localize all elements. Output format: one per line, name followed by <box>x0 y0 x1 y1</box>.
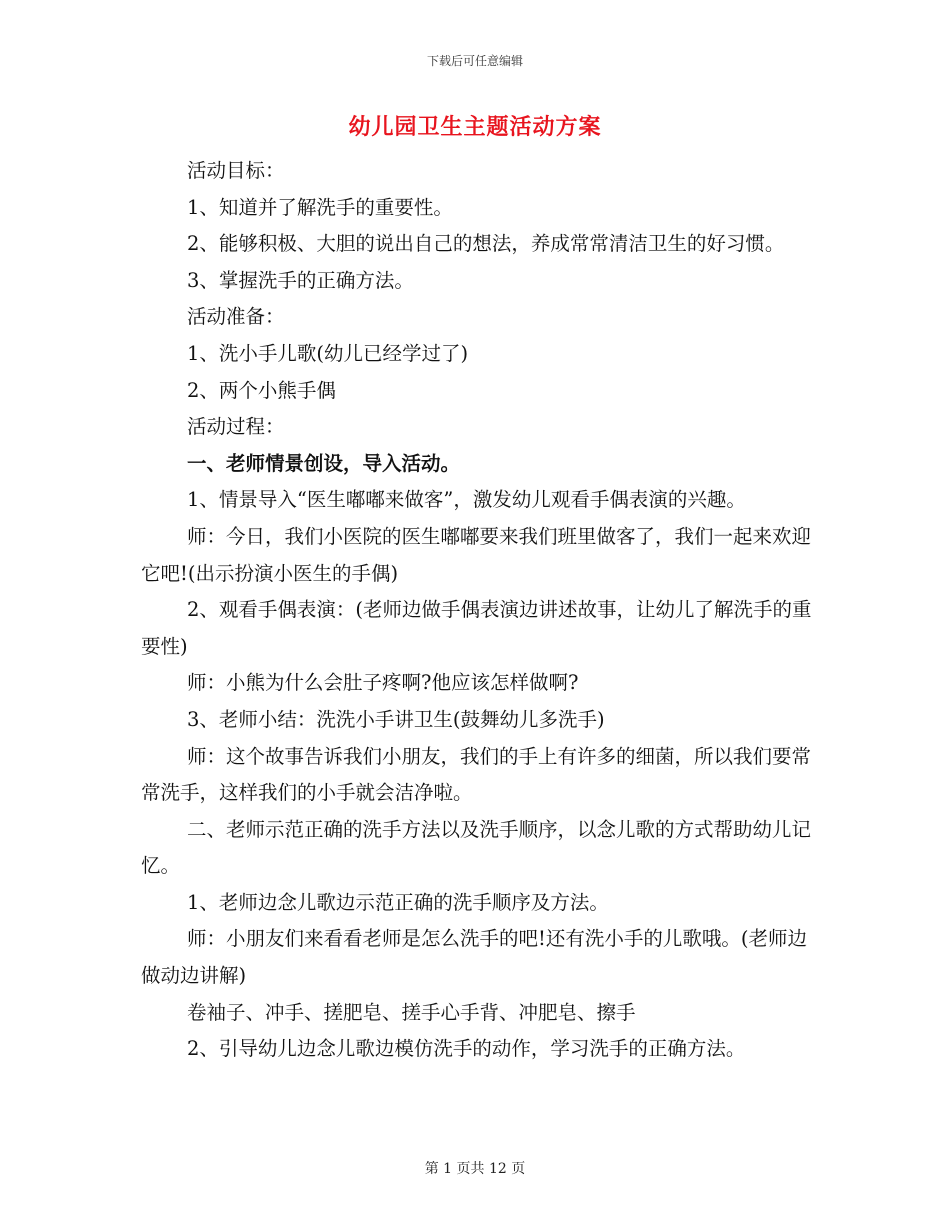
paragraph-process-heading: 活动过程： <box>187 415 285 439</box>
document-title: 幼儿园卫生主题活动方案 <box>348 114 602 140</box>
page-footer: 第 1 页共 12 页 <box>424 1161 526 1177</box>
paragraph-section-2-heading: 二、老师示范正确的洗手方法以及洗手顺序，以念儿歌的方式帮助幼儿记忆。 <box>141 817 812 878</box>
paragraph-step-2-1: 1、老师边念儿歌边示范正确的洗手顺序及方法。 <box>187 890 609 914</box>
paragraph-prep-heading: 活动准备： <box>187 305 285 329</box>
page-header: 下载后可任意编辑 <box>426 54 523 68</box>
paragraph-teacher-3: 师：这个故事告诉我们小朋友，我们的手上有许多的细菌，所以我们要常常洗手，这样我们的小手就会洁净啦。 <box>141 744 812 805</box>
paragraph-step-1-3: 3、老师小结：洗洗小手讲卫生(鼓舞幼儿多洗手) <box>187 707 605 731</box>
paragraph-step-1-2: 2、观看手偶表演：(老师边做手偶表演边讲述故事，让幼儿了解洗手的重要性) <box>141 598 812 658</box>
paragraph-step-2-2: 2、引导幼儿边念儿歌边模仿洗手的动作，学习洗手的正确方法。 <box>187 1037 746 1061</box>
paragraph-prep-1: 1、洗小手儿歌(幼儿已经学过了) <box>187 341 469 365</box>
paragraph-goal-heading: 活动目标： <box>187 159 285 182</box>
paragraph-goal-1: 1、知道并了解洗手的重要性。 <box>187 195 453 219</box>
paragraph-teacher-4: 师：小朋友们来看看老师是怎么洗手的吧!还有洗小手的儿歌哦。(老师边做动边讲解) <box>141 927 807 988</box>
paragraph-prep-2: 2、两个小熊手偶 <box>187 378 336 402</box>
paragraph-song-steps: 卷袖子、冲手、搓肥皂、搓手心手背、冲肥皂、擦手 <box>187 1000 636 1024</box>
paragraph-section-1-heading: 一、老师情景创设，导入活动。 <box>187 451 461 475</box>
paragraph-teacher-1: 师：今日，我们小医院的医生嘟嘟要来我们班里做客了，我们一起来欢迎它吧!(出示扮演小医生的手偶) <box>141 524 812 585</box>
paragraph-goal-3: 3、掌握洗手的正确方法。 <box>187 268 414 292</box>
paragraph-teacher-2: 师：小熊为什么会肚子疼啊?他应该怎样做啊? <box>187 671 579 695</box>
paragraph-step-1-1: 1、情景导入“医生嘟嘟来做客”，激发幼儿观看手偶表演的兴趣。 <box>187 488 746 512</box>
paragraph-goal-2: 2、能够积极、大胆的说出自己的想法，养成常常清洁卫生的好习惯。 <box>187 232 785 256</box>
document-body <box>141 153 813 1068</box>
